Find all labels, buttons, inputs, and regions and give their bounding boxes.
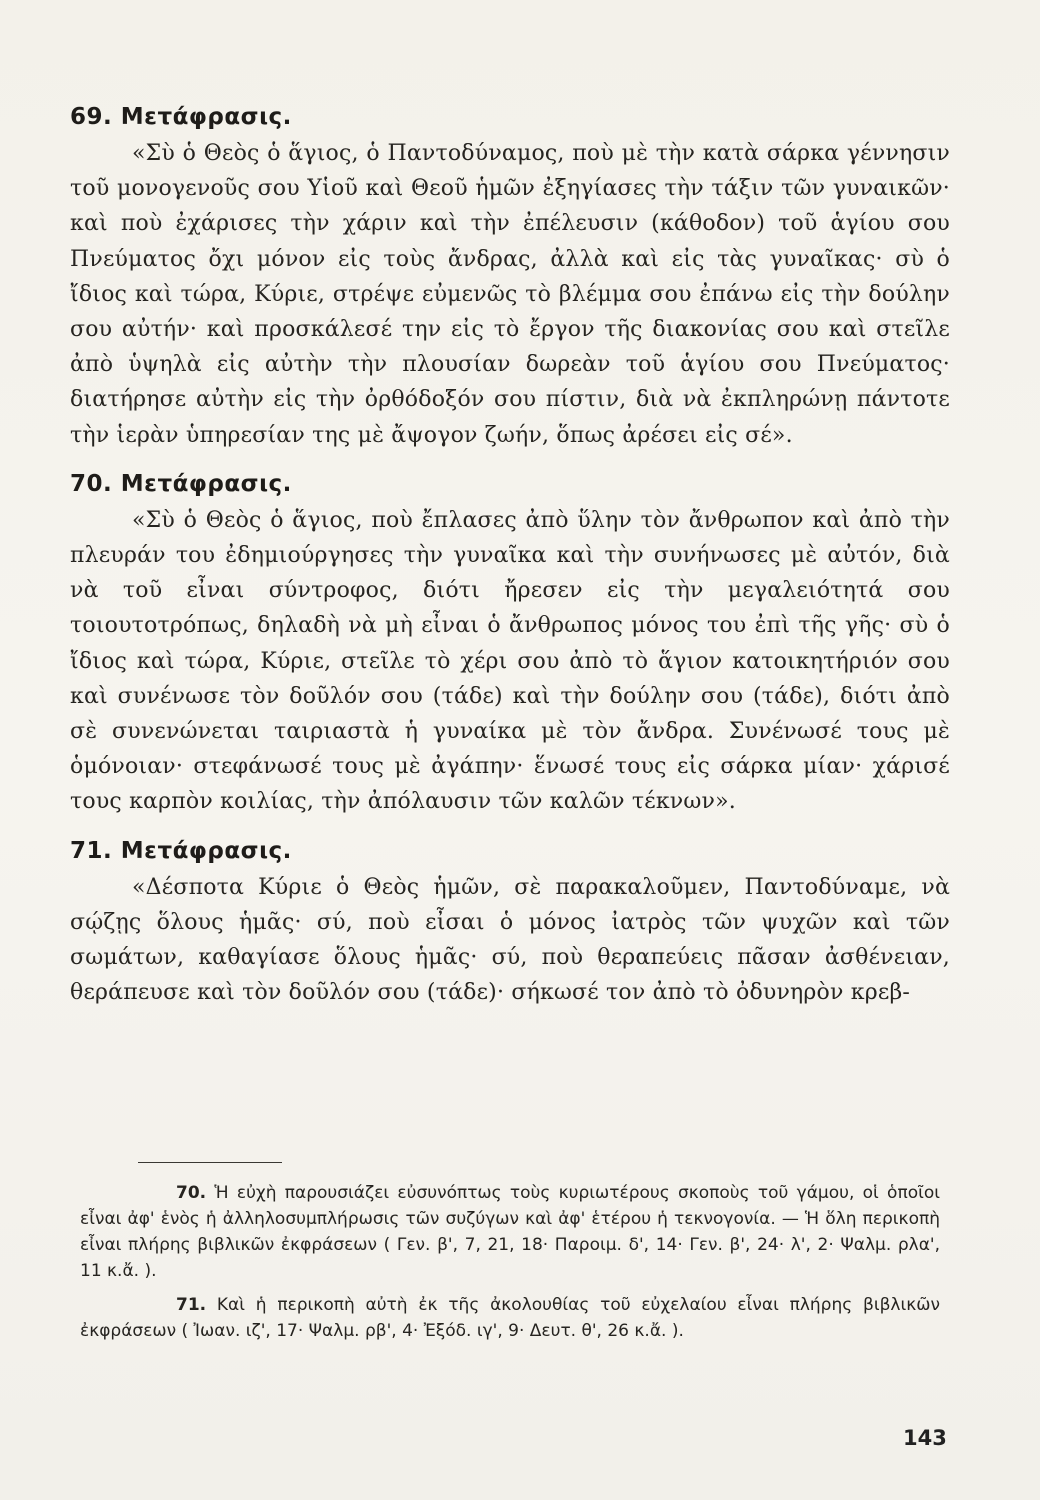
footnote-number: 70. — [176, 1183, 207, 1203]
footnote-text: Καὶ ἡ περικοπὴ αὐτὴ ἐκ τῆς ἀκολουθίας τοῦ εὐχελαίου εἶναι πλήρης βιβλικῶν ἐκφράσεων ( Ἰωαν. ιζ', 17· Ψαλμ. ρβ', 4· Ἐξόδ. ιγ', 9· Δευτ. θ', 26 κ.ἄ. ). — [80, 1295, 941, 1341]
footnote-number: 71. — [176, 1295, 207, 1315]
section-heading-69: 69. Μετάφρασις. — [70, 104, 292, 130]
footnote-text: Ἡ εὐχὴ παρουσιάζει εὐσυνόπτως τοὺς κυριωτέρους σκοποὺς τοῦ γάμου, οἱ ὁποῖοι εἶναι ἀφ' ἑνὸς ἡ ἀλληλοσυμπλήρωσις τῶν συζύγων καὶ ἀφ' ἑτέρου ἡ τεκνογονία. — Ἡ ὅλη περικοπὴ εἶναι πλήρης βιβλικῶν ἐκφράσεων ( Γεν. β', 7, 21, 18· Παροιμ. δ', 14· Γεν. β', 24· λ', 2· Ψαλμ. ρλα', 11 κ.ἄ. ). — [80, 1183, 941, 1281]
section-text-70: «Σὺ ὁ Θεὸς ὁ ἅγιος, ποὺ ἔπλασες ἀπὸ ὕλην τὸν ἄνθρωπον καὶ ἀπὸ τὴν πλευράν του ἐδημιούργησες τὴν γυναῖκα καὶ τὴν συνήνωσες μὲ αὐτόν, διὰ νὰ τοῦ εἶναι σύντροφος, διότι ἤρεσεν εἰς τὴν μεγαλειότητά σου τοιουτοτρόπως, δηλαδὴ νὰ μὴ εἶναι ὁ ἄνθρωπος μόνος του ἐπὶ τῆς γῆς· σὺ ὁ ἴδιος καὶ τώρα, Κύριε, στεῖλε τὸ χέρι σου ἀπὸ τὸ ἅγιον κατοικητήριόν σου καὶ συνένωσε τὸν δοῦλόν σου (τάδε) καὶ τὴν δούλην σου (τάδε), διότι ἀπὸ σὲ συνενώνεται ταιριαστὰ ἡ γυναίκα μὲ τὸν ἄνδρα. Συνένωσέ τους μὲ ὁμόνοιαν· στεφάνωσέ τους μὲ ἀγάπην· ἕνωσέ τους εἰς σάρκα μίαν· χάρισέ τους καρπὸν κοιλίας, τὴν ἀπόλαυσιν τῶν καλῶν τέκνων». — [70, 507, 950, 815]
section-heading-71: 71. Μετάφρασις. — [70, 837, 292, 864]
footnote-70 — [80, 1180, 940, 1284]
footnote-71 — [80, 1292, 940, 1344]
section-heading-70: 70. Μετάφρασις. — [70, 470, 292, 497]
footnotes — [80, 1180, 940, 1352]
section-text-71: «Δέσποτα Κύριε ὁ Θεὸς ἡμῶν, σὲ παρακαλοῦμεν, Παντοδύναμε, νὰ σῴζῃς ὅλους ἡμᾶς· σύ, ποὺ εἶσαι ὁ μόνος ἰατρὸς τῶν ψυχῶν καὶ τῶν σωμάτων, καθαγίασε ὅλους ἡμᾶς· σύ, ποὺ θεραπεύεις πᾶσαν ἀσθένειαν, θεράπευσε καὶ τὸν δοῦλόν σου (τάδε)· σήκωσέ τον ἀπὸ τὸ ὀδυνηρὸν κρεβ- — [70, 874, 950, 1006]
main-text — [70, 100, 950, 1010]
footnote-divider — [138, 1162, 282, 1163]
page-number: 143 — [903, 1426, 947, 1450]
section-text-69: «Σὺ ὁ Θεὸς ὁ ἅγιος, ὁ Παντοδύναμος, ποὺ μὲ τὴν κατὰ σάρκα γέννησιν τοῦ μονογενοῦς σου Υἱοῦ καὶ Θεοῦ ἡμῶν ἐξηγίασες τὴν τάξιν τῶν γυναικῶν· καὶ ποὺ ἐχάρισες τὴν χάριν καὶ τὴν ἐπέλευσιν (κάθοδον) τοῦ ἁγίου σου Πνεύματος ὄχι μόνον εἰς τοὺς ἄνδρας, ἀλλὰ καὶ εἰς τὰς γυναῖκας· σὺ ὁ ἴδιος καὶ τώρα, Κύριε, στρέψε εὐμενῶς τὸ βλέμμα σου ἐπάνω εἰς τὴν δούλην σου αὐτήν· καὶ προσκάλεσέ την εἰς τὸ ἔργον τῆς διακονίας σου καὶ στεῖλε ἀπὸ ὑψηλὰ εἰς αὐτὴν τὴν πλουσίαν δωρεὰν τοῦ ἁγίου σου Πνεύματος· διατήρησε αὐτὴν εἰς τὴν ὀρθόδοξόν σου πίστιν, διὰ νὰ ἐκπληρώνῃ πάντοτε τὴν ἱερὰν ὑπηρεσίαν της μὲ ἄψογον ζωήν, ὅπως ἀρέσει εἰς σέ». — [70, 141, 950, 448]
